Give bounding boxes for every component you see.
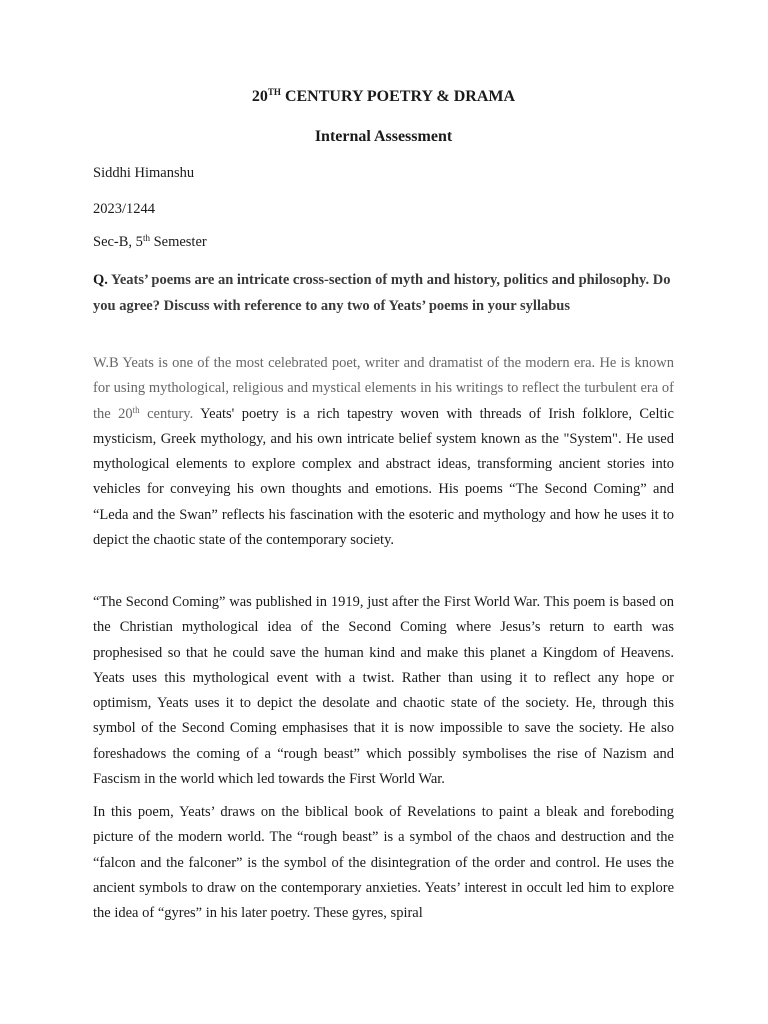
paragraph-2: “The Second Coming” was published in 1919, just after the First World War. This poem is based on the Christian mythological idea of the Second Coming where Jesus’s return to earth was prophesised so that he could save the human kind and make this planet a Kingdom of Heavens. Yeats uses this mythological event with a twist. Rather than using it to reflect any hope or optimism, Yeats uses it to depict the desolate and chaotic state of the society. He, through this symbol of the Second Coming emphasises that it is now impossible to save the society. He also foreshadows the coming of a “rough beast” which possibly symbolises the rise of Nazism and Fascism in the world which led towards the First World War.	[93, 594, 674, 788]
paragraph-1-body: Yeats' poetry is a rich tapestry woven with threads of Irish folklore, Celtic mysticism, Greek mythology, and his own intricate belief system known as the "System". He used mythological elements to explore complex and abstract ideas, transforming ancient stories into vehicles for conveying his own thoughts and emotions. His poems “The Second Coming” and “Leda and the Swan” reflects his fascination with the esoteric and mythology and how he uses it to depict the chaotic state of the contemporary society.	[93, 405, 674, 549]
paragraph-1-intro: W.B Yeats is one of the most celebrated poet, writer and dramatist of the modern era. He is known for using mythological, religious and mystical elements in his writings to reflect the turbulent era of the 20	[93, 355, 674, 422]
question	[93, 268, 674, 319]
paragraph-3: In this poem, Yeats’ draws on the biblical book of Revelations to paint a bleak and foreboding picture of the modern world. The “rough beast” is a symbol of the chaos and destruction and the “falcon and the falconer” is the symbol of the disintegration of the order and control. He uses the ancient symbols to draw on the contemporary anxieties. Yeats’ interest in occult led him to explore the idea of “gyres” in his later poetry. These gyres, spiral	[93, 804, 674, 922]
paragraph-1-superscript: th	[132, 404, 140, 415]
paragraph-1	[93, 351, 674, 553]
title-rest: CENTURY POETRY & DRAMA	[280, 88, 516, 105]
title-superscript: TH	[267, 87, 281, 97]
section-superscript: th	[142, 233, 150, 243]
document-subtitle: Internal Assessment	[314, 128, 453, 145]
section-rest: Semester	[149, 234, 207, 250]
paragraph-1-intro-end: century.	[139, 405, 194, 422]
section-semester	[93, 234, 207, 251]
title-prefix: 20	[251, 88, 268, 105]
document-title	[93, 88, 674, 106]
question-text: Yeats’ poems are an intricate cross-section of myth and history, politics and philosophy. Do you agree? Discuss with reference to any two of Yeats’ poems in your syllabus	[93, 272, 671, 314]
question-label: Q.	[93, 272, 108, 288]
roll-number: 2023/1244	[93, 201, 156, 217]
student-name: Siddhi Himanshu	[93, 165, 195, 181]
section-prefix: Sec-B, 5	[93, 234, 143, 250]
